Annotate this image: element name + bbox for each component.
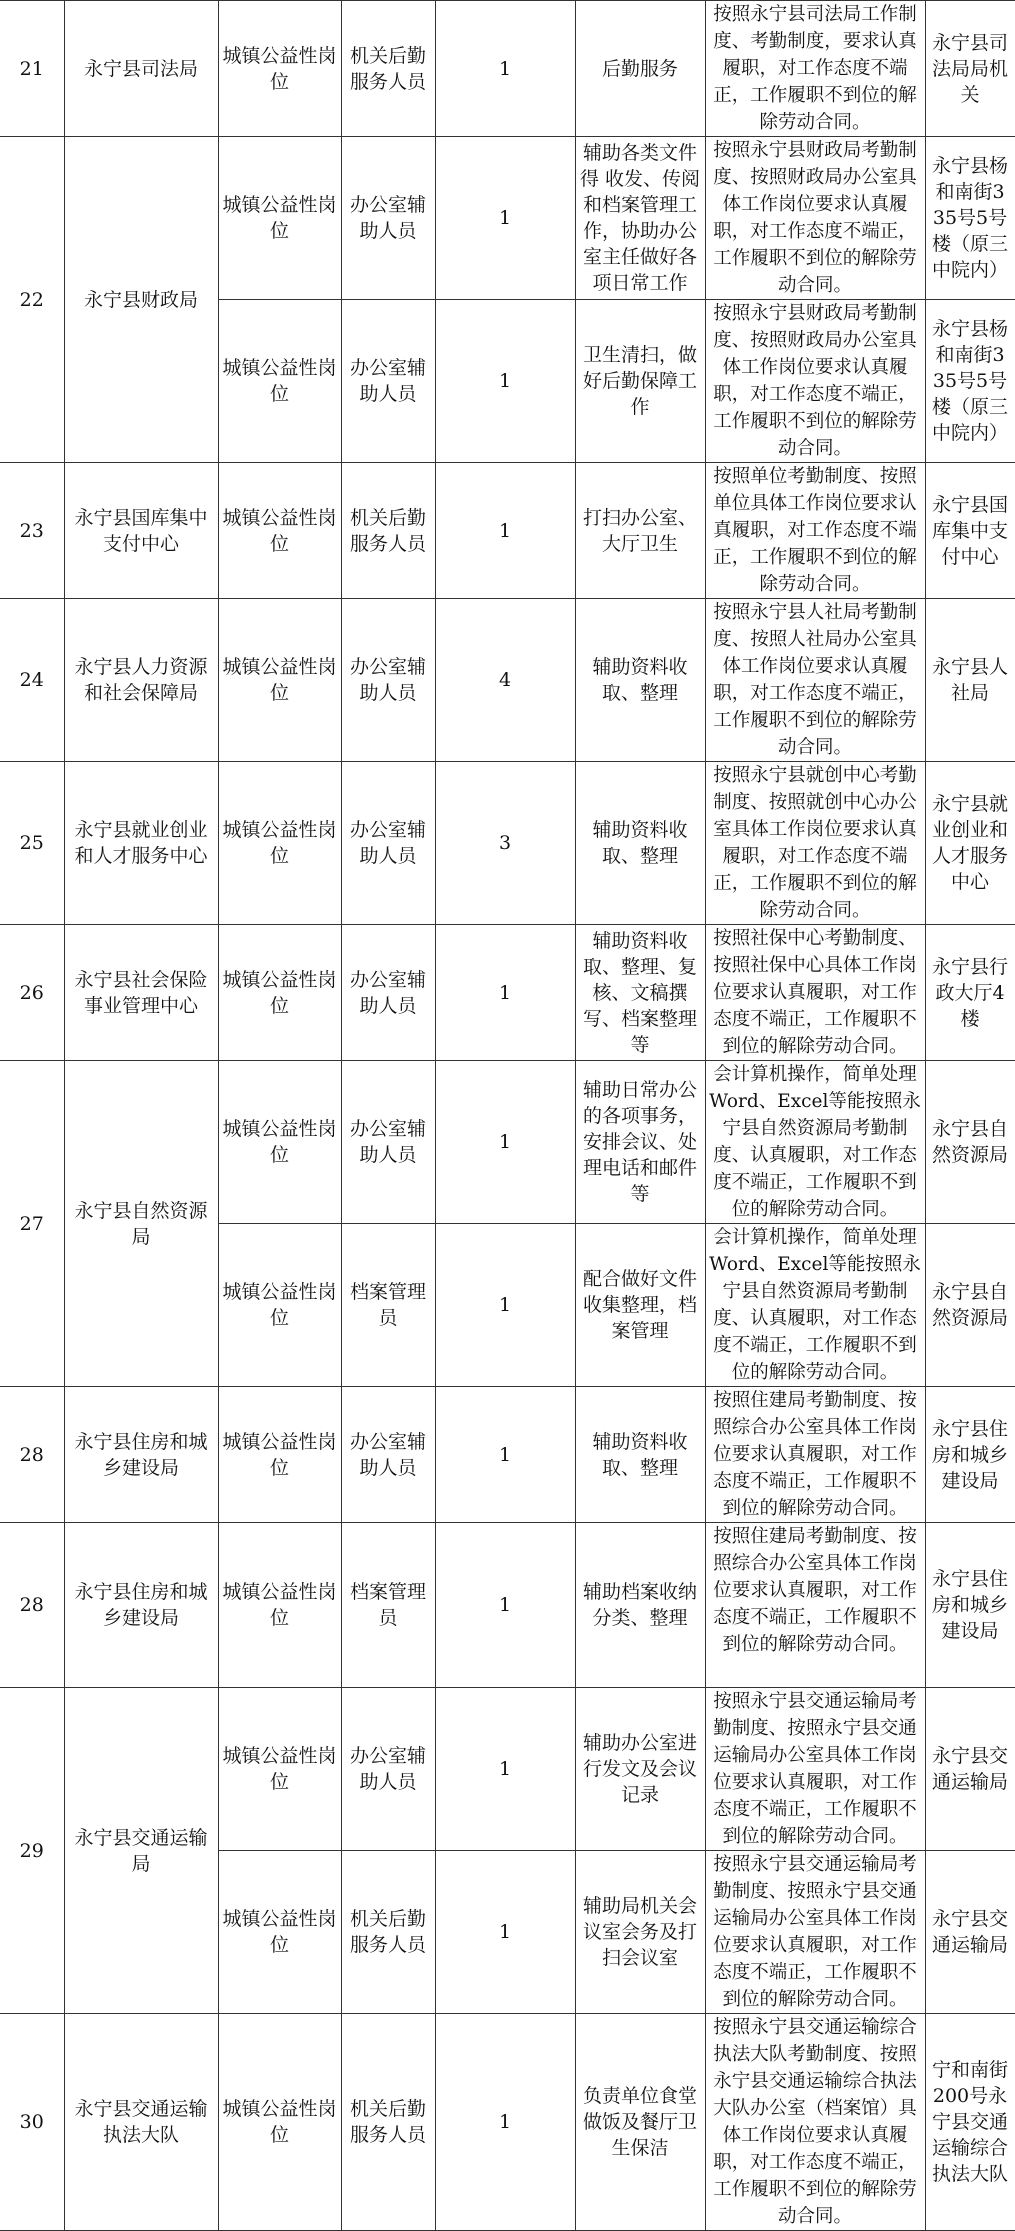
unit-name: 永宁县人力资源和社会保障局	[64, 599, 218, 762]
duty-description: 配合做好文件收集整理，档案管理	[575, 1224, 705, 1387]
headcount: 3	[435, 762, 575, 925]
position-name: 办公室辅助人员	[341, 137, 435, 300]
requirements: 按照永宁县司法局工作制度、考勤制度，要求认真履职，对工作态度不端正，工作履职不到位的解除劳动合同。	[705, 1, 925, 137]
headcount: 1	[435, 1387, 575, 1523]
position-name: 档案管理员	[341, 1523, 435, 1688]
requirements: 按照社保中心考勤制度、按照社保中心具体工作岗位要求认真履职，对工作态度不端正，工作履职不到位的解除劳动合同。	[705, 925, 925, 1061]
headcount: 1	[435, 1224, 575, 1387]
position-type: 城镇公益性岗位	[218, 1224, 341, 1387]
position-name: 办公室辅助人员	[341, 599, 435, 762]
work-location: 永宁县杨和南街335号5号楼（原三中院内）	[925, 300, 1015, 463]
headcount: 1	[435, 1061, 575, 1224]
requirements: 按照永宁县财政局考勤制度、按照财政局办公室具体工作岗位要求认真履职，对工作态度不端正，工作履职不到位的解除劳动合同。	[705, 300, 925, 463]
duty-description: 辅助资料收取、整理、复核、文稿撰写、档案整理等	[575, 925, 705, 1061]
requirements: 按照永宁县人社局考勤制度、按照人社局办公室具体工作岗位要求认真履职，对工作态度不端正，工作履职不到位的解除劳动合同。	[705, 599, 925, 762]
unit-name: 永宁县国库集中支付中心	[64, 463, 218, 599]
work-location: 永宁县行政大厅4楼	[925, 925, 1015, 1061]
position-type: 城镇公益性岗位	[218, 1688, 341, 1851]
duty-description: 辅助档案收纳分类、整理	[575, 1523, 705, 1688]
duty-description: 辅助办公室进行发文及会议记录	[575, 1688, 705, 1851]
requirements: 按照住建局考勤制度、按照综合办公室具体工作岗位要求认真履职，对工作态度不端正，工作履职不到位的解除劳动合同。	[705, 1523, 925, 1688]
requirements: 会计算机操作，简单处理Word、Excel等能按照永宁县自然资源局考勤制度、认真履职，对工作态度不端正，工作履职不到位的解除劳动合同。	[705, 1061, 925, 1224]
headcount: 1	[435, 1, 575, 137]
table-row	[0, 599, 1015, 762]
requirements: 按照永宁县交通运输局考勤制度、按照永宁县交通运输局办公室具体工作岗位要求认真履职，对工作态度不端正，工作履职不到位的解除劳动合同。	[705, 1851, 925, 2014]
requirements: 会计算机操作，简单处理Word、Excel等能按照永宁县自然资源局考勤制度、认真履职，对工作态度不端正，工作履职不到位的解除劳动合同。	[705, 1224, 925, 1387]
table-row	[0, 463, 1015, 599]
serial-number: 22	[0, 137, 64, 463]
work-location: 永宁县就业创业和人才服务中心	[925, 762, 1015, 925]
duty-description: 辅助资料收取、整理	[575, 1387, 705, 1523]
duty-description: 负责单位食堂做饭及餐厅卫生保洁	[575, 2014, 705, 2231]
position-type: 城镇公益性岗位	[218, 463, 341, 599]
position-type: 城镇公益性岗位	[218, 300, 341, 463]
work-location: 永宁县交通运输局	[925, 1688, 1015, 1851]
serial-number: 27	[0, 1061, 64, 1387]
table-row	[0, 925, 1015, 1061]
table-row	[0, 1387, 1015, 1523]
position-type: 城镇公益性岗位	[218, 1387, 341, 1523]
position-name: 机关后勤服务人员	[341, 2014, 435, 2231]
position-type: 城镇公益性岗位	[218, 925, 341, 1061]
table-row	[0, 1, 1015, 137]
headcount: 1	[435, 2014, 575, 2231]
unit-name: 永宁县自然资源局	[64, 1061, 218, 1387]
unit-name: 永宁县住房和城乡建设局	[64, 1387, 218, 1523]
serial-number: 25	[0, 762, 64, 925]
unit-name: 永宁县司法局	[64, 1, 218, 137]
headcount: 4	[435, 599, 575, 762]
unit-name: 永宁县交通运输执法大队	[64, 2014, 218, 2231]
unit-name: 永宁县住房和城乡建设局	[64, 1523, 218, 1688]
position-name: 机关后勤服务人员	[341, 1851, 435, 2014]
position-type: 城镇公益性岗位	[218, 762, 341, 925]
duty-description: 辅助资料收取、整理	[575, 762, 705, 925]
position-name: 档案管理员	[341, 1224, 435, 1387]
duty-description: 辅助局机关会议室会务及打扫会议室	[575, 1851, 705, 2014]
headcount: 1	[435, 137, 575, 300]
position-name: 办公室辅助人员	[341, 762, 435, 925]
serial-number: 28	[0, 1387, 64, 1523]
position-name: 办公室辅助人员	[341, 1387, 435, 1523]
requirements: 按照永宁县交通运输局考勤制度、按照永宁县交通运输局办公室具体工作岗位要求认真履职，对工作态度不端正，工作履职不到位的解除劳动合同。	[705, 1688, 925, 1851]
headcount: 1	[435, 300, 575, 463]
position-type: 城镇公益性岗位	[218, 1061, 341, 1224]
table-row	[0, 762, 1015, 925]
unit-name: 永宁县交通运输局	[64, 1688, 218, 2014]
table-row	[0, 1523, 1015, 1688]
work-location: 永宁县自然资源局	[925, 1224, 1015, 1387]
serial-number: 26	[0, 925, 64, 1061]
requirements: 按照永宁县就创中心考勤制度、按照就创中心办公室具体工作岗位要求认真履职，对工作态度不端正，工作履职不到位的解除劳动合同。	[705, 762, 925, 925]
headcount: 1	[435, 463, 575, 599]
work-location: 永宁县住房和城乡建设局	[925, 1523, 1015, 1688]
headcount: 1	[435, 925, 575, 1061]
position-name: 办公室辅助人员	[341, 300, 435, 463]
work-location: 永宁县杨和南街335号5号楼（原三中院内）	[925, 137, 1015, 300]
headcount: 1	[435, 1523, 575, 1688]
headcount: 1	[435, 1688, 575, 1851]
work-location: 永宁县司法局局机关	[925, 1, 1015, 137]
duty-description: 辅助资料收取、整理	[575, 599, 705, 762]
position-type: 城镇公益性岗位	[218, 1851, 341, 2014]
position-name: 办公室辅助人员	[341, 1688, 435, 1851]
position-type: 城镇公益性岗位	[218, 2014, 341, 2231]
position-name: 机关后勤服务人员	[341, 463, 435, 599]
requirements: 按照永宁县交通运输综合执法大队考勤制度、按照永宁县交通运输综合执法大队办公室（档案馆）具体工作岗位要求认真履职，对工作态度不端正，工作履职不到位的解除劳动合同。	[705, 2014, 925, 2231]
unit-name: 永宁县财政局	[64, 137, 218, 463]
unit-name: 永宁县社会保险事业管理中心	[64, 925, 218, 1061]
position-name: 办公室辅助人员	[341, 925, 435, 1061]
duty-description: 辅助各类文件得 收发、传阅和档案管理工作，协助办公室主任做好各项日常工作	[575, 137, 705, 300]
work-location: 永宁县交通运输局	[925, 1851, 1015, 2014]
position-type: 城镇公益性岗位	[218, 137, 341, 300]
table-row	[0, 1061, 1015, 1224]
position-type: 城镇公益性岗位	[218, 1523, 341, 1688]
table-row	[0, 1688, 1015, 1851]
duty-description: 辅助日常办公的各项事务，安排会议、处理电话和邮件等	[575, 1061, 705, 1224]
requirements: 按照住建局考勤制度、按照综合办公室具体工作岗位要求认真履职，对工作态度不端正，工作履职不到位的解除劳动合同。	[705, 1387, 925, 1523]
work-location: 永宁县自然资源局	[925, 1061, 1015, 1224]
duty-description: 卫生清扫，做好后勤保障工作	[575, 300, 705, 463]
serial-number: 21	[0, 1, 64, 137]
requirements: 按照单位考勤制度、按照单位具体工作岗位要求认真履职，对工作态度不端正，工作履职不到位的解除劳动合同。	[705, 463, 925, 599]
serial-number: 23	[0, 463, 64, 599]
headcount: 1	[435, 1851, 575, 2014]
serial-number: 24	[0, 599, 64, 762]
serial-number: 28	[0, 1523, 64, 1688]
position-type: 城镇公益性岗位	[218, 1, 341, 137]
work-location: 永宁县住房和城乡建设局	[925, 1387, 1015, 1523]
work-location: 宁和南街200号永宁县交通运输综合执法大队	[925, 2014, 1015, 2231]
duty-description: 后勤服务	[575, 1, 705, 137]
table-row	[0, 137, 1015, 300]
position-type: 城镇公益性岗位	[218, 599, 341, 762]
table-row	[0, 2014, 1015, 2231]
work-location: 永宁县人社局	[925, 599, 1015, 762]
unit-name: 永宁县就业创业和人才服务中心	[64, 762, 218, 925]
duty-description: 打扫办公室、大厅卫生	[575, 463, 705, 599]
serial-number: 29	[0, 1688, 64, 2014]
position-name: 机关后勤服务人员	[341, 1, 435, 137]
position-name: 办公室辅助人员	[341, 1061, 435, 1224]
requirements: 按照永宁县财政局考勤制度、按照财政局办公室具体工作岗位要求认真履职，对工作态度不端正，工作履职不到位的解除劳动合同。	[705, 137, 925, 300]
work-location: 永宁县国库集中支付中心	[925, 463, 1015, 599]
serial-number: 30	[0, 2014, 64, 2231]
